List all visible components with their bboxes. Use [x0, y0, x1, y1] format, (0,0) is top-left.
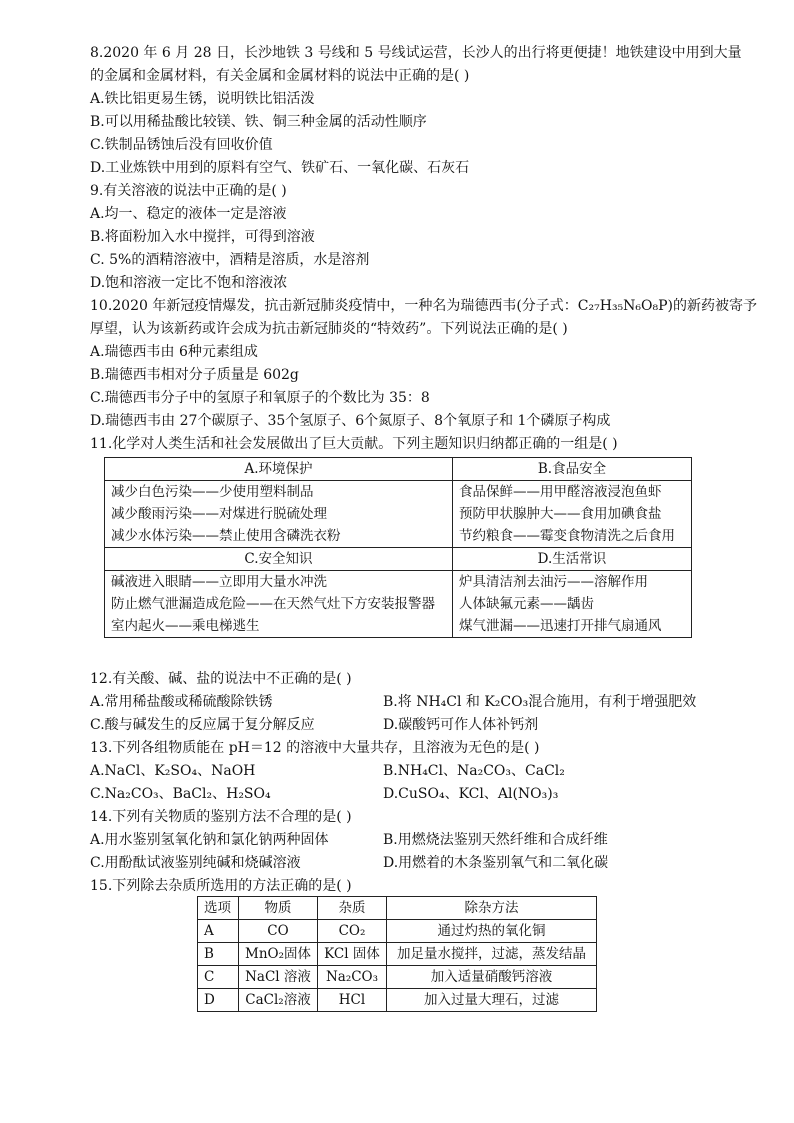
- q15-row-b-impurity: KCl 固体: [318, 943, 387, 966]
- q11-b-line3: 节约粮食——霉变食物清洗之后食用: [459, 528, 675, 544]
- q11-d-line1: 炉具清洁剂去油污——溶解作用: [459, 574, 648, 590]
- q11-cell-a-title: A.环境保护: [105, 458, 453, 481]
- q15-row-c-option: C: [198, 966, 239, 989]
- q15-row-a-option: A: [198, 920, 239, 943]
- q10-stem-line2: 厚望，认为该新药或许会成为抗击新冠肺炎的“特效药”。下列说法正确的是( ): [90, 321, 568, 337]
- q15-header-option: 选项: [198, 897, 239, 920]
- q13-option-b: B.NH₄Cl、Na₂CO₃、CaCl₂: [383, 763, 565, 779]
- table-row: [198, 943, 597, 966]
- q10-option-c: C.瑞德西韦分子中的氢原子和氧原子的个数比为 35：8: [90, 390, 430, 406]
- q15-header-substance: 物质: [239, 897, 318, 920]
- q9-stem: 9.有关溶液的说法中正确的是( ): [90, 183, 287, 199]
- q10-option-a: A.瑞德西韦由 6种元素组成: [90, 344, 258, 360]
- q15-row-d-method: 加入过量大理石，过滤: [387, 989, 597, 1012]
- q15-header-impurity: 杂质: [318, 897, 387, 920]
- q14-option-b: B.用燃烧法鉴别天然纤维和合成纤维: [383, 832, 608, 848]
- q11-a-line3: 减少水体污染——禁止使用含磷洗衣粉: [111, 528, 341, 544]
- q11-cell-c-title: C.安全知识: [105, 548, 453, 571]
- q8-stem-line2: 的金属和金属材料，有关金属和金属材料的说法中正确的是( ): [90, 68, 470, 84]
- q15-row-a-impurity: CO₂: [318, 920, 387, 943]
- q13-option-d: D.CuSO₄、KCl、Al(NO₃)₃: [383, 786, 559, 802]
- q13-option-a: A.NaCl、K₂SO₄、NaOH: [90, 763, 256, 779]
- q8-stem-line1: 8.2020 年 6 月 28 日，长沙地铁 3 号线和 5 号线试运营，长沙人的出行将更便捷！地铁建设中用到大量: [90, 45, 742, 61]
- table-row: [198, 989, 597, 1012]
- q11-cell-d-title: D.生活常识: [453, 548, 692, 571]
- q10-option-b: B.瑞德西韦相对分子质量是 602g: [90, 367, 299, 383]
- q11-stem: 11.化学对人类生活和社会发展做出了巨大贡献。下列主题知识归纳都正确的一组是( ): [90, 436, 618, 452]
- q11-d-line2: 人体缺氟元素——龋齿: [459, 596, 594, 612]
- q9-option-a: A.均一、稳定的液体一定是溶液: [90, 206, 287, 222]
- q11-cell-d-body: [453, 571, 692, 638]
- q11-table: [104, 457, 692, 638]
- table-row: [198, 920, 597, 943]
- q15-row-d-substance: CaCl₂溶液: [239, 989, 318, 1012]
- q15-table: [197, 896, 597, 1012]
- q14-option-a: A.用水鉴别氢氧化钠和氯化钠两种固体: [90, 832, 329, 848]
- table-row: [198, 966, 597, 989]
- q11-a-line1: 减少白色污染——少使用塑料制品: [111, 484, 314, 500]
- q14-stem: 14.下列有关物质的鉴别方法不合理的是( ): [90, 809, 352, 825]
- q8-option-b: B.可以用稀盐酸比较镁、铁、铜三种金属的活动性顺序: [90, 114, 427, 130]
- q11-b-line2: 预防甲状腺肿大——食用加碘食盐: [459, 506, 662, 522]
- q11-c-line3: 室内起火——乘电梯逃生: [111, 618, 260, 634]
- q11-b-line1: 食品保鲜——用甲醛溶液浸泡鱼虾: [459, 484, 662, 500]
- q11-cell-b-title: B.食品安全: [453, 458, 692, 481]
- q10-option-d: D.瑞德西韦由 27个碳原子、35个氢原子、6个氮原子、8个氧原子和 1个磷原子构成: [90, 413, 611, 429]
- q13-option-c: C.Na₂CO₃、BaCl₂、H₂SO₄: [90, 786, 271, 802]
- q14-option-c: C.用酚酞试液鉴别纯碱和烧碱溶液: [90, 855, 301, 871]
- q15-row-d-option: D: [198, 989, 239, 1012]
- q8-option-a: A.铁比铝更易生锈，说明铁比铝活泼: [90, 91, 315, 107]
- q11-cell-c-body: [105, 571, 453, 638]
- q12-option-a: A.常用稀盐酸或稀硫酸除铁锈: [90, 694, 273, 710]
- q14-option-d: D.用燃着的木条鉴别氧气和二氧化碳: [383, 855, 609, 871]
- q15-stem: 15.下列除去杂质所选用的方法正确的是( ): [90, 878, 352, 894]
- q12-stem: 12.有关酸、碱、盐的说法中不正确的是( ): [90, 671, 352, 687]
- q11-d-line3: 煤气泄漏——迅速打开排气扇通风: [459, 618, 662, 634]
- q15-row-c-substance: NaCl 溶液: [239, 966, 318, 989]
- q15-header-row: [198, 897, 597, 920]
- q12-option-d: D.碳酸钙可作人体补钙剂: [383, 717, 539, 733]
- q15-row-d-impurity: HCl: [318, 989, 387, 1012]
- q11-cell-b-body: [453, 481, 692, 548]
- q12-option-c: C.酸与碱发生的反应属于复分解反应: [90, 717, 315, 733]
- q8-option-d: D.工业炼铁中用到的原料有空气、铁矿石、一氧化碳、石灰石: [90, 160, 470, 176]
- q13-stem: 13.下列各组物质能在 pH＝12 的溶液中大量共存，且溶液为无色的是( ): [90, 740, 540, 756]
- q11-c-line2: 防止燃气泄漏造成危险——在天然气灶下方安装报警器: [111, 596, 435, 612]
- q15-row-b-method: 加足量水搅拌，过滤，蒸发结晶: [387, 943, 597, 966]
- q15-row-a-method: 通过灼热的氧化铜: [387, 920, 597, 943]
- q15-row-c-method: 加入适量硝酸钙溶液: [387, 966, 597, 989]
- q15-row-b-substance: MnO₂固体: [239, 943, 318, 966]
- q15-header-method: 除杂方法: [387, 897, 597, 920]
- q8-option-c: C.铁制品锈蚀后没有回收价值: [90, 137, 273, 153]
- q10-stem-line1: 10.2020 年新冠疫情爆发，抗击新冠肺炎疫情中，一种名为瑞德西韦(分子式：C₂₇H₃₅N₆O₈P)的新药被寄予: [90, 298, 758, 314]
- q15-row-b-option: B: [198, 943, 239, 966]
- q15-row-c-impurity: Na₂CO₃: [318, 966, 387, 989]
- q11-cell-a-body: [105, 481, 453, 548]
- q12-option-b: B.将 NH₄Cl 和 K₂CO₃混合施用，有利于增强肥效: [383, 694, 697, 710]
- q9-option-b: B.将面粉加入水中搅拌，可得到溶液: [90, 229, 315, 245]
- q9-option-c: C. 5%的酒精溶液中，酒精是溶质，水是溶剂: [90, 252, 370, 268]
- q9-option-d: D.饱和溶液一定比不饱和溶液浓: [90, 275, 288, 291]
- q15-row-a-substance: CO: [239, 920, 318, 943]
- q11-a-line2: 减少酸雨污染——对煤进行脱硫处理: [111, 506, 327, 522]
- q11-c-line1: 碱液进入眼睛——立即用大量水冲洗: [111, 574, 327, 590]
